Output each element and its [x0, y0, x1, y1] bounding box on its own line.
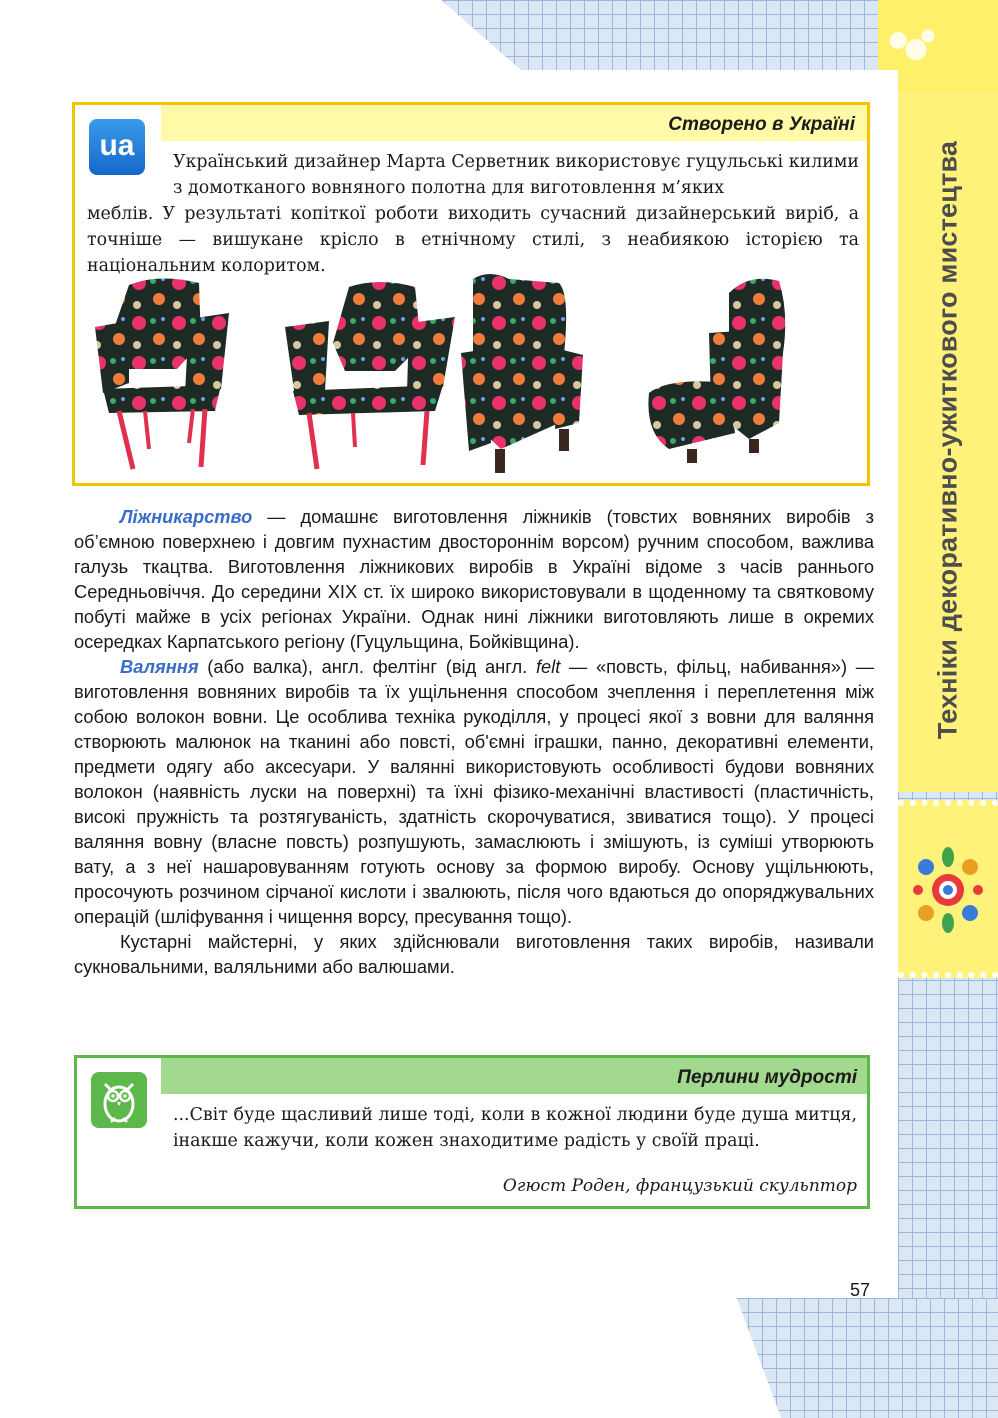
folk-flower-ornament-icon: [912, 845, 984, 935]
graph-paper-decoration-bottom: [720, 1298, 998, 1418]
created-in-ukraine-box: [72, 102, 870, 486]
flower-ornament-icon: [880, 22, 940, 68]
paragraph-workshops: Кустарні майстерні, у яких здійснювали виготовлення таких виробів, називали сукновальними, валяльними або валюшами.: [74, 931, 874, 977]
armchair-3: [461, 274, 583, 473]
paragraph-lizhnykarstvo-text: — домашнє виготовлення ліжників (товстих вовняних виробів з об’ємною поверхнею і довгим пухнастим двостороннім ворсом) ручним способом, важлива галузь ткацтва. Виготовлення ліжникових виробів в Україні відоме з часів раннього Середньовіччя. До середини XIX ст. їх широко використовували в щоденному та святковому побуті майже в усіх регіонах України. Однак нині ліжники виготовляють лише в окремих осередках Карпатського регіону (Гуцульщина, Бойківщина).: [74, 506, 874, 652]
pearls-of-wisdom-header: [161, 1058, 867, 1094]
ua-icon: ua: [89, 119, 145, 175]
word-felt: felt: [535, 656, 561, 677]
paragraph-lizhnykarstvo: [74, 504, 874, 654]
created-in-ukraine-header: [161, 105, 867, 141]
paragraph-valiannia-text-a: (або валка), англ. фелтінг (від англ.: [198, 656, 536, 677]
page-number: 57: [850, 1280, 871, 1300]
wisdom-author: Огюст Роден, французький скульптор: [502, 1176, 857, 1196]
pearls-of-wisdom-title: Перлини мудрості: [677, 1067, 857, 1088]
paragraph-valiannia-text-b: — «повсть, фільц, набивання») — виготовлення вовняних виробів та їх ущільнення способом зчеплення і переплетення між собою волокон вовни. Це особлива техніка рукоділля, у процесі якої з вовни для валяння створюють малюнок на тканині або повсті, об'ємні іграшки, панно, декоративні елементи, предмети одягу або аксесуари. У валянні використовують особливості будови вовняних волокон (наявність луски на поверхні) та їхні фізико-механічні властивості (пластичність, високі пружність та розтягуваність, здатність скорочуватися, звиватися тощо). У процесі валяння вовну (власне повсть) розпушують, замаслюють і змішують, із суміші утворюють вату, а з неї нашаровуванням готують основу за формою виробу. Основу ущільнюють, просочують розчином сірчаної кислоти і звалюють, після чого вдаються до опоряджувальних операцій (шліфування і чищення ворсу, пресування тощо).: [74, 656, 874, 927]
pearls-of-wisdom-box: [74, 1055, 870, 1209]
term-lizhnykarstvo: Ліжникарство: [120, 506, 253, 527]
owl-icon: [91, 1072, 147, 1128]
ua-text-line1: Український дизайнер Марта Серветник використовує гуцульські килими з домотканого вовняного полотна для виготовлення м’яких: [173, 152, 859, 198]
main-text: [74, 504, 874, 979]
armchairs-photo: [89, 273, 859, 481]
ua-text-rest: меблів. У результаті копіткої роботи виходить сучасний дизайнерський виріб, а точніше — вишукане крісло в етнічному стилі, з неабиякою історією та національним колоритом.: [87, 204, 859, 276]
armchair-2: [285, 282, 455, 469]
armchair-1: [95, 278, 229, 469]
paragraph-valiannia: [74, 654, 874, 929]
armchair-4: [648, 279, 785, 463]
created-in-ukraine-title: Створено в Україні: [668, 114, 855, 135]
term-valiannia: Валяння: [120, 656, 199, 677]
wisdom-quote: ...Світ буде щасливий лише тоді, коли в кожної людини буде душа митця, інакше кажучи, коли кожен знаходитиме радість у своїй праці.: [173, 1105, 857, 1151]
created-in-ukraine-text: [87, 149, 859, 279]
section-vertical-title: Техніки декоративно-ужиткового мистецтва: [932, 140, 963, 740]
